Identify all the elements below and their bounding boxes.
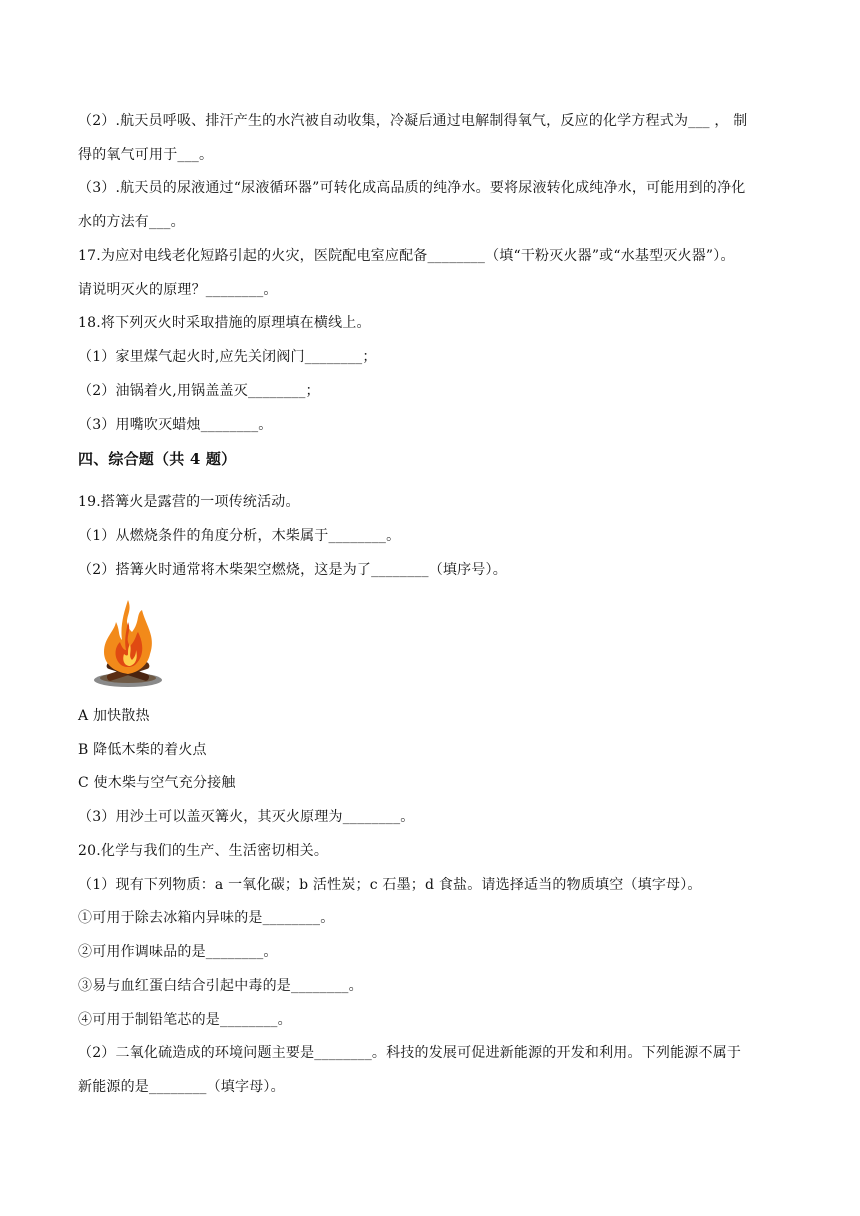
- q19-part2: （2）搭篝火时通常将木柴架空燃烧，这是为了________（填序号）。: [78, 562, 507, 578]
- q18-stem: 18.将下列灭火时采取措施的原理填在横线上。: [78, 315, 371, 331]
- q20-part2-line2: 新能源的是________（填字母）。: [78, 1079, 285, 1095]
- q20-part2-line1: （2）二氧化硫造成的环境问题主要是________。科技的发展可促进新能源的开发和利用。下列能源不属于: [78, 1045, 742, 1061]
- q20-part1: （1）现有下列物质：a 一氧化碳；b 活性炭；c 石墨；d 食盐。请选择适当的物质填空（填字母）。: [78, 877, 702, 893]
- q19-stem: 19.搭篝火是露营的一项传统活动。: [78, 494, 300, 510]
- q19-option-c: C 使木柴与空气充分接触: [78, 775, 236, 791]
- q17-line1: 17.为应对电线老化短路引起的火灾，医院配电室应配备________（填“干粉灭火器”或“水基型灭火器”）。: [78, 248, 735, 264]
- q20-item2: ②可用作调味品的是________。: [78, 944, 278, 960]
- q16-part2-line2: 得的氧气可用于___。: [78, 147, 214, 163]
- q20-item1: ①可用于除去冰箱内异味的是________。: [78, 910, 335, 926]
- q19-part1: （1）从燃烧条件的角度分析，木柴属于________。: [78, 528, 401, 544]
- q19-option-b: B 降低木柴的着火点: [78, 742, 207, 758]
- q18-part3: （3）用嘴吹灭蜡烛________。: [78, 417, 273, 433]
- q19-part3: （3）用沙土可以盖灭篝火，其灭火原理为________。: [78, 809, 415, 825]
- campfire-icon: [90, 592, 170, 692]
- q20-item3: ③易与血红蛋白结合引起中毒的是________。: [78, 978, 363, 994]
- q16-part2-line1: （2）.航天员呼吸、排汗产生的水汽被自动收集，冷凝后通过电解制得氧气，反应的化学方程式为___ ， 制: [78, 113, 748, 129]
- q17-line2: 请说明灭火的原理？________。: [78, 282, 278, 298]
- section-heading: 四、综合题（共 4 题）: [78, 450, 237, 468]
- q19-option-a: A 加快散热: [78, 708, 150, 724]
- q16-part3-line1: （3）.航天员的尿液通过“尿液循环器”可转化成高品质的纯净水。要将尿液转化成纯净水，可能用到的净化: [78, 180, 746, 196]
- q18-part2: （2）油锅着火,用锅盖盖灭________；: [78, 383, 320, 399]
- q16-part3-line2: 水的方法有___。: [78, 214, 185, 230]
- q20-item4: ④可用于制铅笔芯的是________。: [78, 1012, 292, 1028]
- q20-stem: 20.化学与我们的生产、生活密切相关。: [78, 843, 329, 859]
- q18-part1: （1）家里煤气起火时,应先关闭阀门________；: [78, 349, 377, 365]
